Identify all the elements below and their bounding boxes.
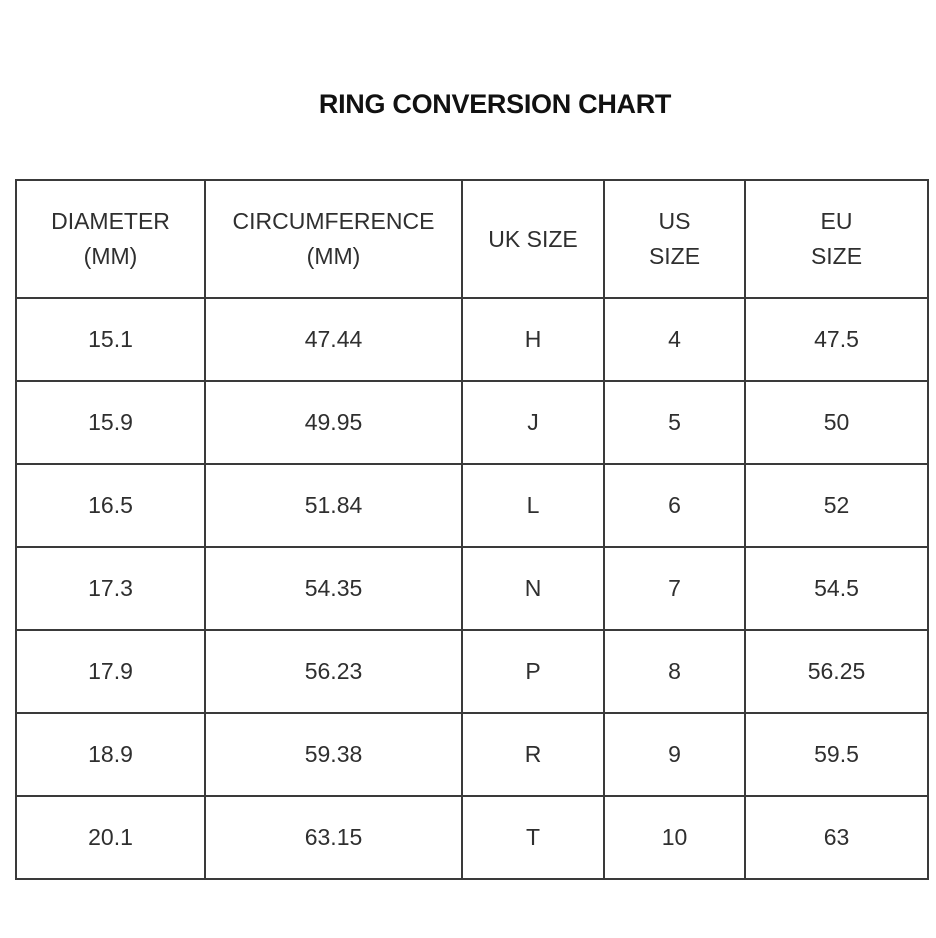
table-row (16, 381, 928, 464)
header-circumference-line1: CIRCUMFERENCE (232, 208, 435, 234)
cell-uk-size: N (462, 547, 604, 630)
table-row (16, 547, 928, 630)
cell-us-size: 4 (604, 298, 745, 381)
table-row (16, 796, 928, 879)
cell-uk-size: T (462, 796, 604, 879)
cell-uk-size: P (462, 630, 604, 713)
ring-conversion-table (15, 179, 929, 880)
header-diameter (16, 180, 205, 298)
header-eu-size (745, 180, 928, 298)
cell-us-size: 8 (604, 630, 745, 713)
table-row (16, 713, 928, 796)
cell-eu-size: 50 (745, 381, 928, 464)
cell-diameter: 17.3 (16, 547, 205, 630)
cell-circumference: 63.15 (205, 796, 462, 879)
header-us-size-line1: US (658, 208, 691, 234)
cell-uk-size: R (462, 713, 604, 796)
cell-us-size: 5 (604, 381, 745, 464)
cell-eu-size: 59.5 (745, 713, 928, 796)
table-header-row (16, 180, 928, 298)
cell-uk-size: H (462, 298, 604, 381)
cell-eu-size: 47.5 (745, 298, 928, 381)
header-us-size-line2: SIZE (648, 243, 701, 269)
header-diameter-line2: (MM) (83, 243, 138, 269)
cell-circumference: 56.23 (205, 630, 462, 713)
header-uk-size-line1: UK SIZE (488, 225, 578, 252)
header-circumference (205, 180, 462, 298)
table-row (16, 630, 928, 713)
cell-diameter: 17.9 (16, 630, 205, 713)
table-row (16, 464, 928, 547)
cell-diameter: 18.9 (16, 713, 205, 796)
cell-circumference: 49.95 (205, 381, 462, 464)
cell-uk-size: L (462, 464, 604, 547)
cell-us-size: 9 (604, 713, 745, 796)
cell-circumference: 54.35 (205, 547, 462, 630)
cell-eu-size: 63 (745, 796, 928, 879)
cell-uk-size: J (462, 381, 604, 464)
page-title: RING CONVERSION CHART (318, 89, 672, 119)
cell-diameter: 20.1 (16, 796, 205, 879)
header-uk-size (462, 180, 604, 298)
cell-circumference: 59.38 (205, 713, 462, 796)
cell-us-size: 10 (604, 796, 745, 879)
cell-circumference: 51.84 (205, 464, 462, 547)
cell-eu-size: 56.25 (745, 630, 928, 713)
cell-us-size: 7 (604, 547, 745, 630)
header-diameter-line1: DIAMETER (51, 208, 170, 234)
header-eu-size-line2: SIZE (810, 243, 863, 269)
cell-diameter: 16.5 (16, 464, 205, 547)
cell-eu-size: 52 (745, 464, 928, 547)
header-eu-size-line1: EU (820, 208, 853, 234)
table-row (16, 298, 928, 381)
cell-eu-size: 54.5 (745, 547, 928, 630)
cell-circumference: 47.44 (205, 298, 462, 381)
cell-diameter: 15.9 (16, 381, 205, 464)
cell-diameter: 15.1 (16, 298, 205, 381)
header-circumference-line2: (MM) (306, 243, 361, 269)
header-us-size (604, 180, 745, 298)
cell-us-size: 6 (604, 464, 745, 547)
